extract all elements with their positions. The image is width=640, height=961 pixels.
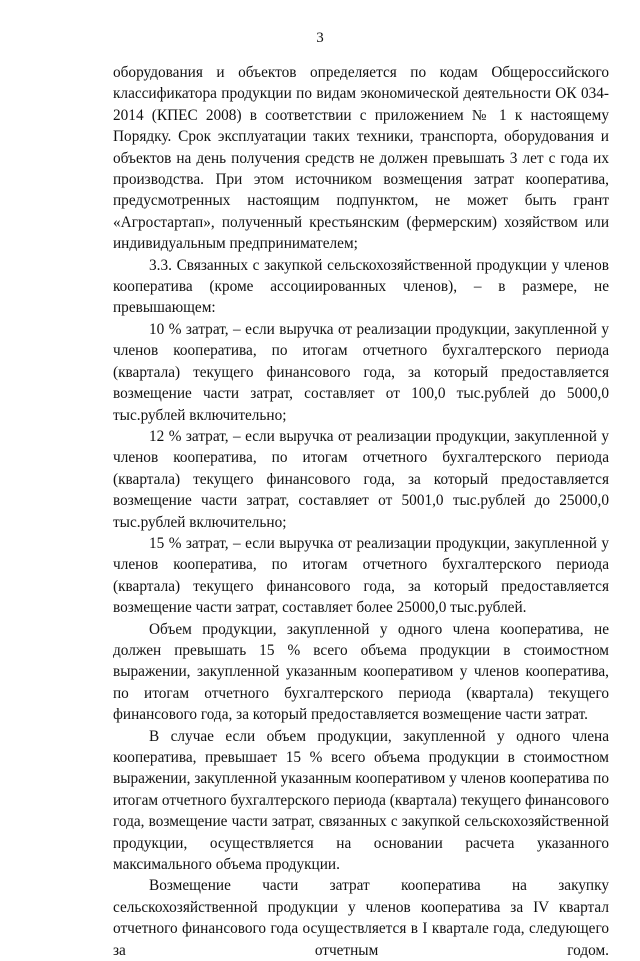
paragraph-equipment-classification: оборудования и объектов определяется по кодам Общероссийского классификатора продукции по видам экономической деятельности ОК 034-2014 (КПЕС 2008) в соответствии с приложением № 1 к настоящему Порядку. Срок эксплуатации таких техники, транспорта, оборудования и объектов на день получения средств не должен превышать 3 лет с года их производства. При этом источником возмещения затрат кооператива, предусмотренных настоящим подпунктом, не может быть грант «Агростартап», полученный крестьянским (фермерским) хозяйством или индивидуальным предпринимателем;	[113, 64, 609, 253]
paragraph-volume-excess: В случае если объем продукции, закупленной у одного члена кооператива, превышает 15 % всего объема продукции в стоимостном выражении, закупленной указанным кооперативом у членов кооператива по итогам отчетного бухгалтерского периода (квартала) текущего финансового года, возмещение части затрат, связанных с закупкой сельскохозяйственной продукции, осуществляется на основании расчета указанного максимального объема продукции.	[113, 727, 609, 874]
paragraph-fourth-quarter: Возмещение части затрат кооператива на закупку сельскохозяйственной продукции у членов кооператива за IV квартал отчетного финансового года осуществляется в I квартале года, следующего за отчетным годом.	[113, 877, 609, 959]
paragraph-volume-limit: Объем продукции, закупленной у одного члена кооператива, не должен превышать 15 % всего объема продукции в стоимостном выражении, закупленной указанным кооперативом у членов кооператива, по итогам отчетного бухгалтерского периода (квартала) текущего финансового года, за который предоставляется возмещение части затрат.	[113, 620, 609, 724]
paragraph-rate-15-percent: 15 % затрат, – если выручка от реализации продукции, закупленной у членов кооператива, по итогам отчетного бухгалтерского периода (квартала) текущего финансового года, за который предоставляется возмещение части затрат, составляет более 25000,0 тыс.рублей.	[113, 534, 609, 617]
paragraph-rate-10-percent: 10 % затрат, – если выручка от реализации продукции, закупленной у членов кооператива, по итогам отчетного бухгалтерского периода (квартала) текущего финансового года, за который предоставляется возмещение части затрат, составляет от 100,0 тыс.рублей до 5000,0 тыс.рублей включительно;	[113, 320, 609, 424]
paragraph-subclause-3-3: 3.3. Связанных с закупкой сельскохозяйственной продукции у членов кооператива (кроме ассоциированных членов), – в размере, не превышающем:	[113, 256, 609, 317]
paragraph-rate-12-percent: 12 % затрат, – если выручка от реализации продукции, закупленной у членов кооператива, по итогам отчетного бухгалтерского периода (квартала) текущего финансового года, за который предоставляется возмещение части затрат, составляет от 5001,0 тыс.рублей до 25000,0 тыс.рублей включительно;	[113, 427, 609, 531]
page-number: 3	[316, 30, 324, 46]
document-body	[113, 62, 609, 961]
